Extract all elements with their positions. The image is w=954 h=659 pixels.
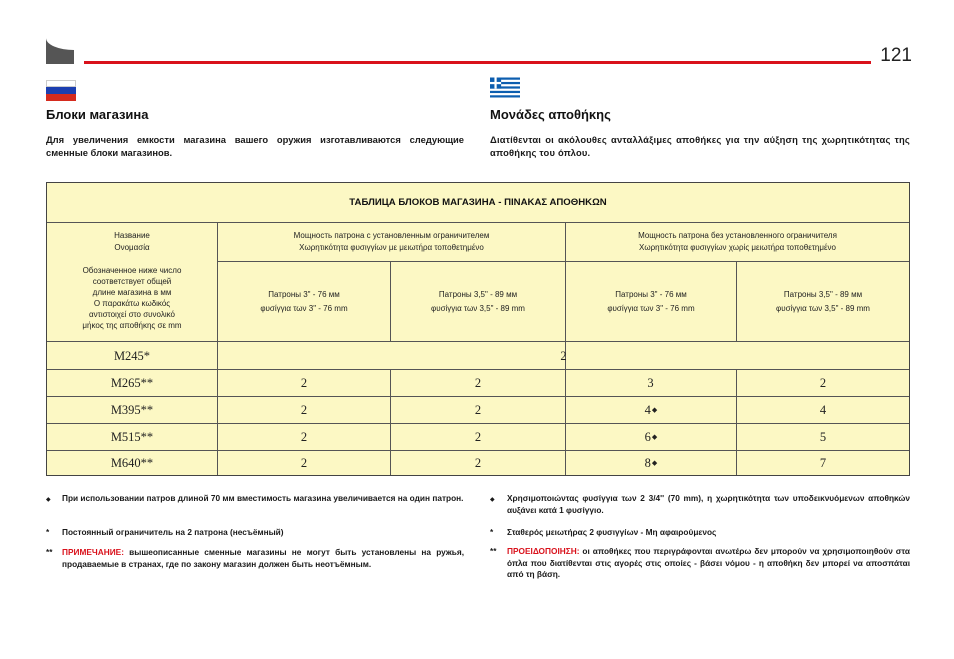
name-note-2: соответствует общей — [92, 277, 172, 286]
fn-ru-diamond: При использовании патров длиной 70 мм вместимость магазина увеличивается на один патрон. — [62, 493, 464, 503]
subheader-4: Патроны 3,5" - 89 мм φυσίγγια των 3,5" - 89 mm — [776, 289, 870, 313]
row-cell: 4 — [819, 403, 827, 417]
fn-gr-star-mark: * — [490, 527, 494, 537]
page-number: 121 — [880, 45, 912, 66]
russia-flag-icon — [46, 80, 76, 101]
name-note-3: длине магазина в мм — [92, 288, 172, 297]
fn-gr-diamond-mark: ◆ — [490, 497, 495, 503]
name-note-6: μήκος της αποθήκης σε mm — [82, 321, 182, 330]
name-note-1: Обозначенное ниже число — [82, 266, 182, 275]
row-cell: 2 — [474, 430, 482, 444]
row-cell: 2 — [474, 376, 482, 390]
subheader-2: Патроны 3,5" - 89 мм φυσίγγια των 3,5" - 89 mm — [431, 289, 525, 313]
row-cell: 2 — [300, 430, 308, 444]
greek-heading: Μονάδες αποθήκης — [490, 107, 611, 122]
row-cell: 2 — [300, 456, 308, 470]
fn-ru-star: Постоянный ограничитель на 2 патрона (несъёмный) — [62, 527, 284, 537]
row-cell: 5 — [819, 430, 827, 444]
row-name: M640** — [110, 456, 154, 470]
greece-flag-icon — [490, 77, 520, 98]
row-cell: 3 — [647, 376, 654, 390]
fn-ru-dstar: ПРИМЕЧАНИЕ: вышеописанные сменные магазины не могут быть установлены на ружья, продаваемые в странах, где по закону магазин должен быть неотъёмным. — [62, 547, 464, 569]
row-cell: 2 — [300, 376, 308, 390]
row-cell: 6 ◆ — [644, 430, 658, 444]
row-name: M515** — [110, 430, 154, 444]
table-title: ТАБЛИЦА БЛОКОВ МАГАЗИНА - ΠΙΝΑΚΑΣ ΑΠΟΘΗΚΩΝ — [349, 196, 607, 208]
row-cell: 8 ◆ — [644, 456, 658, 470]
warning-label: ΠΡΟΕΙΔΟΠΟΙΗΣΗ: — [507, 546, 580, 556]
subheader-3: Патроны 3" - 76 мм φυσίγγια των 3" - 76 mm — [607, 289, 695, 313]
header-rule — [84, 61, 871, 64]
russian-heading: Блоки магазина — [46, 107, 149, 122]
fn-ru-diamond-mark: ◆ — [46, 497, 51, 503]
name-note-5: αντιστοιχεί στο συνολικό — [89, 310, 175, 319]
row-name: M265** — [110, 376, 154, 390]
fn-gr-dstar: ΠΡΟΕΙΔΟΠΟΙΗΣΗ: οι αποθήκες που περιγράφονται ανωτέρω δεν μπορούν να χρησιμοποιηθούν στα όπλα που διατίθενται στις αγορές στις οποίες - βάσει νόμου - η αποθήκη δεν μπορεί να αποσπάται από τη βάση. — [507, 546, 910, 579]
row-cell: 2 — [474, 456, 482, 470]
fn-gr-diamond: Χρησιμοποιώντας φυσίγγια των 2 3/4'' (70 mm), η χωρητικότητα των υποδεικνυόμενων αποθηκών αυξάνει κατά 1 φυσίγγιο. — [507, 493, 910, 515]
group-with-reducer: Мощность патрона с установленным ограничителем Χωρητικότητα φυσιγγίων με μειωτήρα τοποθετημένο — [293, 231, 490, 252]
name-header — [47, 223, 217, 341]
row-name-m245: M245* — [113, 348, 151, 363]
name-header-ru: Название — [114, 231, 150, 240]
row-cell: 2 — [819, 376, 827, 390]
row-name: M395** — [110, 403, 154, 417]
row-cell: 2 — [300, 403, 308, 417]
name-header-gr: Ονομασία — [114, 243, 150, 252]
row-value-m245: 2 — [560, 348, 567, 363]
row-cell: 7 — [819, 456, 827, 470]
greek-intro: Διατίθενται οι ακόλουθες ανταλλάξιμες αποθήκες για την αύξηση της χωρητικότητας της αποθήκης του όπλου. — [490, 134, 910, 158]
group-without-reducer: Мощность патрона без установленного ограничителя Χωρητικότητα φυσιγγίων χωρίς μειωτήρα τοποθετημένο — [638, 231, 837, 252]
fn-ru-dstar-mark: ** — [46, 547, 53, 557]
russian-intro: Для увеличения емкости магазина вашего оружия изготавливаются следующие сменные блоки магазинов. — [46, 134, 464, 158]
subheader-1: Патроны 3" - 76 мм φυσίγγια των 3" - 76 mm — [260, 289, 348, 313]
magazine-table — [46, 182, 910, 476]
fn-gr-star: Σταθερός μειωτήρας 2 φυσιγγίων - Μη αφαιρούμενος — [507, 527, 717, 537]
fn-ru-star-mark: * — [46, 527, 50, 537]
row-cell: 2 — [474, 403, 482, 417]
note-label: ПРИМЕЧАНИЕ: — [62, 547, 124, 557]
fn-gr-dstar-mark: ** — [490, 546, 497, 556]
name-note-4: Ο παρακάτω κωδικός — [93, 299, 171, 308]
row-cell: 4 ◆ — [644, 403, 658, 417]
